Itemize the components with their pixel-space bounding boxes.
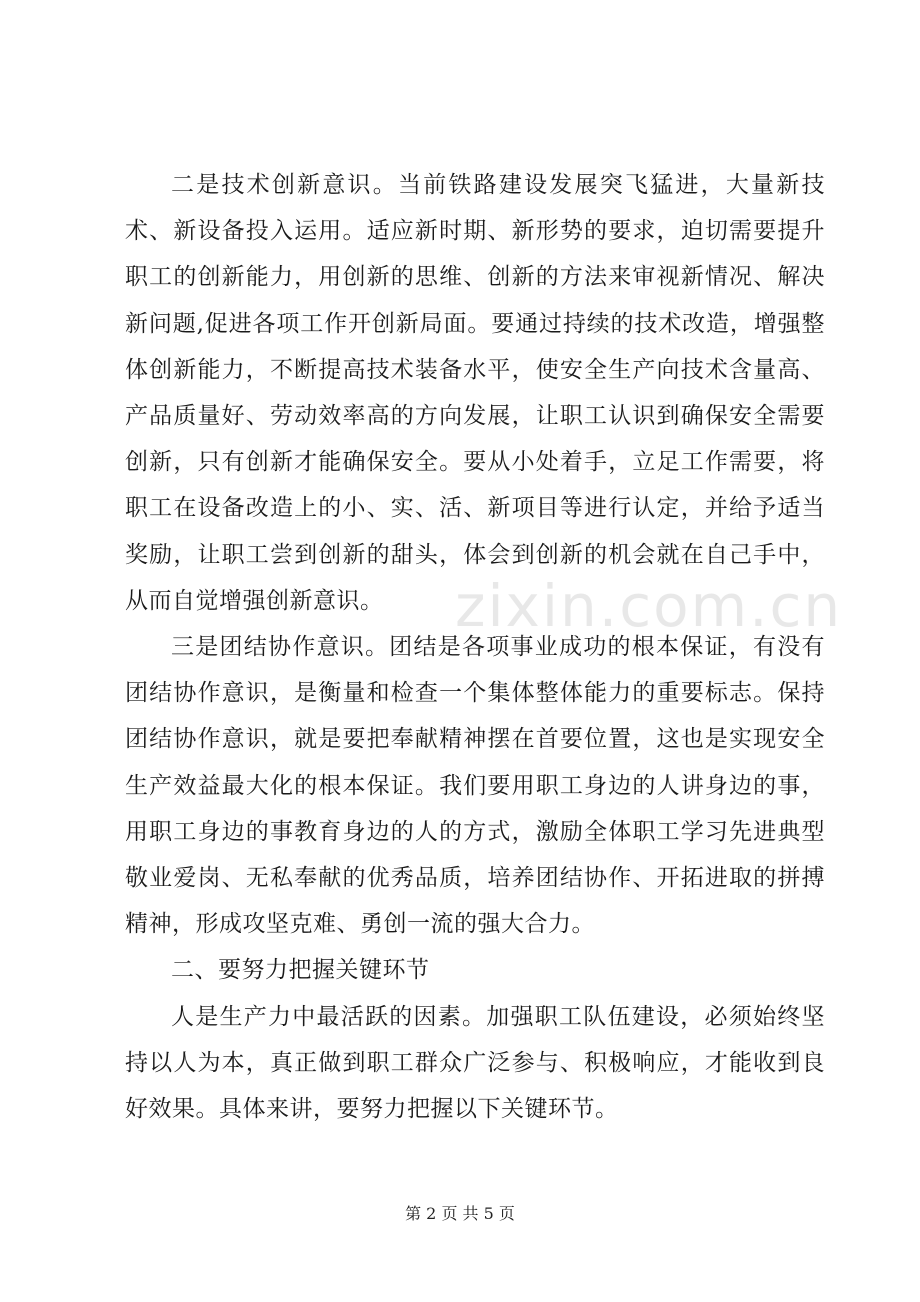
watermark: zixin.com.cn bbox=[455, 572, 843, 640]
paragraph-teamwork: 三是团结协作意识。团结是各项事业成功的根本保证，有没有团结协作意识，是衡量和检查一个集体整体能力的重要标志。保持团结协作意识，就是要把奉献精神摆在首要位置，这也是实现安全生产效益最大化的根本保证。我们要用职工身边的人讲身边的事，用职工身边的事教育身边的人的方式，激励全体职工学习先进典型敬业爱岗、无私奉献的优秀品质，培养团结协作、开拓进取的拼搏精神，形成攻坚克难、勇创一流的强大合力。 bbox=[125, 634, 825, 938]
paragraph-technical-innovation: 二是技术创新意识。当前铁路建设发展突飞猛进，大量新技术、新设备投入运用。适应新时期、新形势的要求，迫切需要提升职工的创新能力，用创新的思维、创新的方法来审视新情况、解决新问题,促进各项工作开创新局面。要通过持续的技术改造，增强整体创新能力，不断提高技术装备水平，使安全生产向技术含量高、产品质量好、劳动效率高的方向发展，让职工认识到确保安全需要创新，只有创新才能确保安全。要从小处着手，立足工作需要，将职工在设备改造上的小、实、活、新项目等进行认定，并给予适当奖励，让职工尝到创新的甜头，体会到创新的机会就在自己手中，从而自觉增强创新意识。 bbox=[125, 172, 825, 614]
document-body bbox=[125, 162, 825, 1132]
section-heading: 二、要努力把握关键环节 bbox=[171, 957, 430, 984]
paragraph-key-links: 人是生产力中最活跃的因素。加强职工队伍建设，必须始终坚持以人为本，真正做到职工群众广泛参与、积极响应，才能收到良好效果。具体来讲，要努力把握以下关键环节。 bbox=[125, 1003, 825, 1123]
page-footer: 第 2 页 共 5 页 bbox=[405, 1204, 515, 1223]
